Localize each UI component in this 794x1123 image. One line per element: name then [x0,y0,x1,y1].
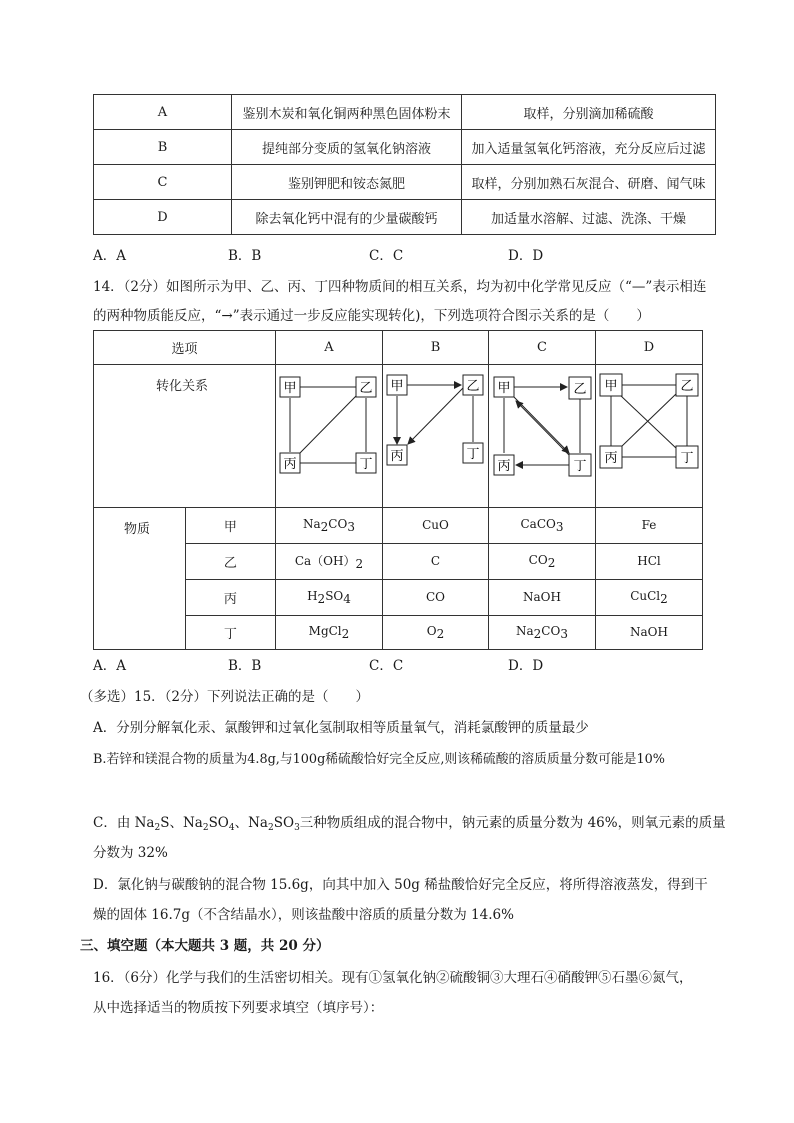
diagram-d [596,365,702,503]
option-c[interactable]: C．C [369,248,404,264]
q15-option-c[interactable]: C．由 $Na_2S$、$Na_2SO_4$、$Na_2SO_3$三种物质组成的混合物中，钠元素的质量分数为 46%，则氧元素的质量 [93,815,726,833]
q16-line1: 16．（6分）化学与我们的生活密切相关。现有①氢氧化钠②硫酸铜③大理石④硝酸钾⑤石墨⑥氮气， [93,970,693,986]
node-yi-label: 乙 [680,379,694,394]
table-cell: 加入适量氢氧化钙溶液，充分反应后过滤 [462,130,716,165]
relation-label: 转化关系 [156,379,209,394]
q15-option-c-line2: 分数为 32% [93,845,168,861]
node-bing-label: 丙 [497,459,511,474]
node-ding-label: 丁 [466,447,480,462]
diagram-d-cell [596,365,703,508]
text-run: SO [273,815,295,831]
option-d[interactable]: D．D [508,248,544,264]
node-ding-label: 丁 [573,459,587,474]
q16-line2: 从中选择适当的物质按下列要求填空（填序号）： [93,1000,384,1016]
cell-c-ding: Na2CO3 [488,616,595,650]
cell-a-jia: Na2CO3 [275,508,382,544]
cell-b-bing: CO [382,580,488,616]
table-cell: 取样，分别加熟石灰混合、研磨、闻气味 [462,165,716,200]
cell-b-yi: C [382,544,488,580]
node-ding-label: 丁 [680,451,694,466]
header-d: D [596,331,703,365]
option-a[interactable]: A．A [93,248,126,264]
row-name: 乙 [185,544,275,580]
header-option: 选项 [94,331,276,365]
q14-stem-line1: 14．（2分）如图所示为甲、乙、丙、丁四种物质间的相互关系，均为初中化学常见反应（“—”表示相连 [93,279,707,295]
node-bing-label: 丙 [390,449,404,464]
table-cell: 鉴别钾肥和铵态氮肥 [232,165,462,200]
text-run: SO [208,815,229,831]
cell-c-yi: CO2 [488,544,595,580]
table-cell: 除去氧化钙中混有的少量碳酸钙 [232,200,462,235]
q15-option-b[interactable]: B.若锌和镁混合物的质量为4.8g,与100g稀硫酸恰好完全反应,则该稀硫酸的溶质质量分数可能是10% [93,752,665,767]
section-title: 三、填空题（本大题共 3 题，共 20 分） [80,938,330,954]
text-run: C．由 Na [93,815,155,831]
diagram-b [383,365,488,503]
row-name: 甲 [185,508,275,544]
cell-b-jia: CuO [382,508,488,544]
header-a: A [275,331,382,365]
q14-table [93,330,703,650]
row-name: 丁 [185,616,275,650]
cell-d-jia: Fe [596,508,703,544]
cell-a-ding: MgCl2 [275,616,382,650]
node-bing-label: 丙 [283,457,297,472]
q15-option-d-line2: 燥的固体 16.7g（不含结晶水），则该盐酸中溶质的质量分数为 14.6% [93,907,514,923]
node-jia-label: 甲 [283,381,297,396]
table-cell: D [94,200,232,235]
node-yi-label: 乙 [573,382,587,397]
option-a[interactable]: A．A [93,658,126,674]
substance-label-cell [94,508,186,650]
cell-d-ding: NaOH [596,616,703,650]
q13-options [93,244,693,262]
table-cell: B [94,130,232,165]
option-d[interactable]: D．D [508,658,544,674]
header-b: B [382,331,488,365]
cell-a-yi: Ca（OH）2 [275,544,382,580]
diagram-c-cell [488,365,595,508]
node-jia-label: 甲 [604,379,618,394]
diagram-a-cell [275,365,382,508]
option-c[interactable]: C．C [369,658,404,674]
cell-d-yi: HCl [596,544,703,580]
cell-c-bing: NaOH [488,580,595,616]
substance-label: 物质 [124,522,151,537]
cell-d-bing: CuCl2 [596,580,703,616]
q13-table [93,94,716,235]
table-cell: A [94,95,232,130]
node-jia-label: 甲 [497,381,511,396]
table-cell: 取样，分别滴加稀硫酸 [462,95,716,130]
cell-b-ding: O2 [382,616,488,650]
table-cell: C [94,165,232,200]
text-run: 、Na [234,815,268,831]
node-bing-label: 丙 [604,451,618,466]
relation-label-cell [94,365,276,508]
q14-options [93,654,693,672]
text-run: 三种物质组成的混合物中，钠元素的质量分数为 46%，则氧元素的质量 [299,815,726,831]
header-c: C [488,331,595,365]
text-run: S、Na [160,815,203,831]
table-cell: 鉴别木炭和氧化铜两种黑色固体粉末 [232,95,462,130]
node-jia-label: 甲 [390,379,404,394]
q15-option-a[interactable]: A．分别分解氧化汞、氯酸钾和过氧化氢制取相等质量氧气，消耗氯酸钾的质量最少 [93,720,589,736]
option-b[interactable]: B．B [228,658,262,674]
cell-a-bing: H2SO4 [275,580,382,616]
table-cell: 加适量水溶解、过滤、洗涤、干燥 [462,200,716,235]
q14-stem-line2: 的两种物质能反应，“→”表示通过一步反应能实现转化)，下列选项符合图示关系的是（ ） [93,308,650,324]
table-cell: 提纯部分变质的氢氧化钠溶液 [232,130,462,165]
option-b[interactable]: B．B [228,248,262,264]
cell-c-jia: CaCO3 [488,508,595,544]
diagram-b-cell [382,365,488,508]
row-name: 丙 [185,580,275,616]
q15-option-d[interactable]: D．氯化钠与碳酸钠的混合物 15.6g，向其中加入 50g 稀盐酸恰好完全反应，将所得溶液蒸发，得到干 [93,877,708,893]
node-ding-label: 丁 [359,457,373,472]
q15-stem: （多选）15．（2分）下列说法正确的是（ ） [80,689,370,705]
diagram-c [489,365,595,503]
node-yi-label: 乙 [466,379,480,394]
diagram-a [276,365,382,503]
node-yi-label: 乙 [359,381,373,396]
